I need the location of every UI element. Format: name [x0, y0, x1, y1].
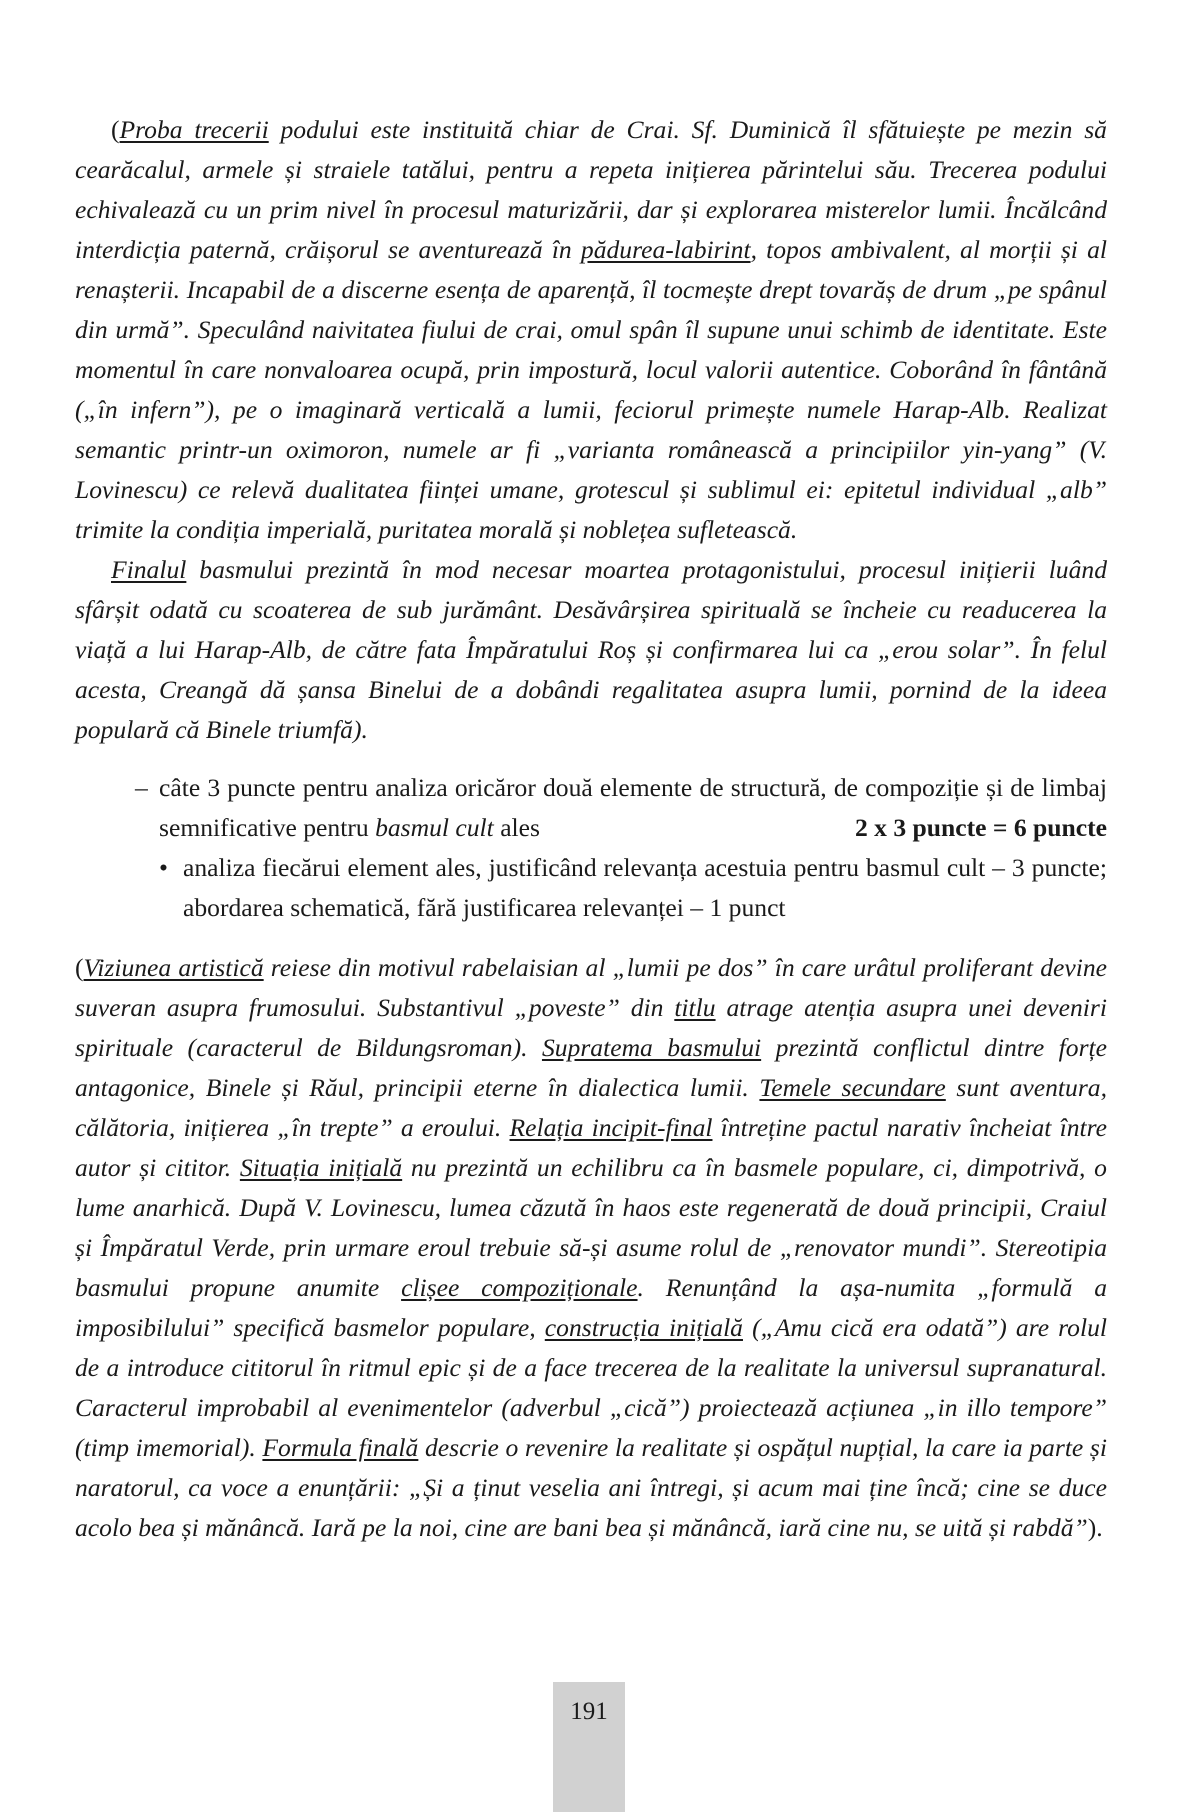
paragraph-text: basmului prezintă în mod necesar moartea protagonistului, procesul inițierii luând sfârșit odată cu scoaterea de sub jurământ. Desăvârșirea spirituală se încheie cu readucerea la viață a lui Harap-Alb, de către fata Împăratului Roș și confirmarea lui ca „erou solar”. În felul acesta, Creangă dă șansa Binelui de a dobândi regalitatea asupra lumii, pornind de la ideea populară că Binele triumfă). [75, 555, 1107, 744]
underlined-term-supratema: Supratema basmului [541, 1033, 762, 1062]
criterion-subitem [135, 848, 1107, 928]
criterion-text-part: câte 3 puncte pentru analiza oricăror două elemente de structură, de compoziție și de limbaj semnificative pentru [159, 773, 1107, 842]
scoring-criteria [75, 768, 1107, 928]
dash-marker: – [135, 773, 148, 802]
underlined-term-titlu: titlu [674, 993, 716, 1022]
paragraph-text: nu prezintă un echilibru ca în basmele populare, ci, dimpotrivă, o lume anarhică. După V. Lovinescu, lumea căzută în haos este regenerată de două principii, Craiul și Împăratul Verde, prin urmare eroul trebuie să-și asume rolul de „renovator mundi”. Stereotipia basmului propune anumite [75, 1153, 1107, 1302]
paragraph-artistic-vision [75, 948, 1107, 1548]
paragraph-text: podului este instituită chiar de Crai. Sf. Duminică îl sfătuiește pe mezin să cearăcalul, armele și straiele tatălui, pentru a repeta inițierea părintelui său. Trecerea podului echivalează cu un prim nivel în procesul maturizării, dar și explorarea misterelor lumii. Încălcând interdicția paternă, crăișorul se aventurează în [75, 115, 1107, 264]
paragraph-text: , topos ambivalent, al morții și al renașterii. Incapabil de a discerne esența de aparență, îl tocmește drept tovarăș de drum „pe spânul din urmă”. Speculând naivitatea fiului de crai, omul spân îl supune unui schimb de identitate. Este momentul în care nonvaloarea ocupă, prin impostură, locul valorii autentice. Coborând în fântână („în infern”), pe o imaginară verticală a lumii, feciorul primește numele Harap-Alb. Realizat semantic printr-un oximoron, numele ar fi „varianta românească a principiilor yin-yang” (V. Lovinescu) ce relevă dualitatea ființei umane, grotescul și sublimul ei: epitetul individual „alb” trimite la condiția imperială, puritatea morală și noblețea sufletească. [75, 235, 1107, 544]
page-number: 191 [570, 1698, 608, 1725]
paragraph-ending [75, 550, 1107, 750]
score-label: 2 x 3 puncte = 6 puncte [854, 813, 1107, 842]
underlined-term-constructia-initiala: construcția inițială [544, 1313, 743, 1342]
underlined-term-teme-secundare: Temele secundare [759, 1073, 946, 1102]
criterion-italic-term: basmul cult [375, 813, 494, 842]
open-paren: ( [111, 115, 120, 144]
paragraph-text: sunt aventura, călătoria, inițierea „în trepte” a eroului. [75, 1073, 1107, 1142]
bullet-marker: • [159, 853, 168, 882]
criterion-subitem-text: analiza fiecărui element ales, justificând relevanța acestuia pentru basmul cult – 3 puncte; abordarea schematică, fără justificarea relevanței – 1 punct [183, 853, 1107, 922]
underlined-term-padurea-labirint: pădurea-labirint [580, 235, 751, 264]
underlined-term-formula-finala: Formula finală [262, 1433, 419, 1462]
paragraph-text: reiese din motivul rabelaisian al „lumii pe dos” în care urâtul proliferant devine suveran asupra frumosului. Substantivul „poveste” din [75, 953, 1108, 1022]
underlined-term-relatia-incipit-final: Relația incipit-final [509, 1113, 713, 1142]
underlined-term-proba-trecerii: Proba trecerii [119, 115, 269, 144]
close-paren: ). [1087, 1513, 1103, 1542]
page-number-tab [553, 1682, 625, 1812]
paragraph-text: . Renunțând la așa-numita „formulă a imposibilului” specifică basmelor populare, [75, 1273, 1107, 1342]
paragraph-text: descrie o revenire la realitate și ospățul nupțial, la care ia parte și naratorul, ca voce a enunțării: „Și a ținut veselia ani întregi, și acum mai ține încă; cine se duce acolo bea și mănâncă. Iară pe la noi, cine are bani bea și mănâncă, iară cine nu, se uită și rabdă” [75, 1433, 1107, 1542]
paragraph-text: prezintă conflictul dintre forțe antagonice, Binele și Răul, principii eterne în dialectica lumii. [75, 1033, 1107, 1102]
criterion-text-part: ales [493, 813, 540, 842]
criterion-item [135, 768, 1107, 848]
paragraph-text: („Amu cică era odată”) are rolul de a introduce cititorul în ritmul epic și de a face trecerea de la realitate la universul supranatural. Caracterul improbabil al evenimentelor (adverbul „cică”) proiectează acțiunea „in illo tempore” (timp imemorial). [75, 1313, 1107, 1462]
underlined-term-finalul: Finalul [111, 555, 187, 584]
paragraph-bridge-trial [75, 110, 1107, 550]
underlined-term-situatia-initiala: Situația inițială [239, 1153, 403, 1182]
criterion-text [159, 768, 1107, 848]
open-paren: ( [75, 953, 84, 982]
paragraph-text: atrage atenția asupra unei deveniri spirituale (caracterul de Bildungsroman). [75, 993, 1107, 1062]
underlined-term-viziunea-artistica: Viziunea artistică [83, 953, 264, 982]
page-content [75, 110, 1107, 1548]
underlined-term-clisee: clișee compoziționale [401, 1273, 638, 1302]
paragraph-text: întreține pactul narativ încheiat între autor și cititor. [75, 1113, 1107, 1182]
